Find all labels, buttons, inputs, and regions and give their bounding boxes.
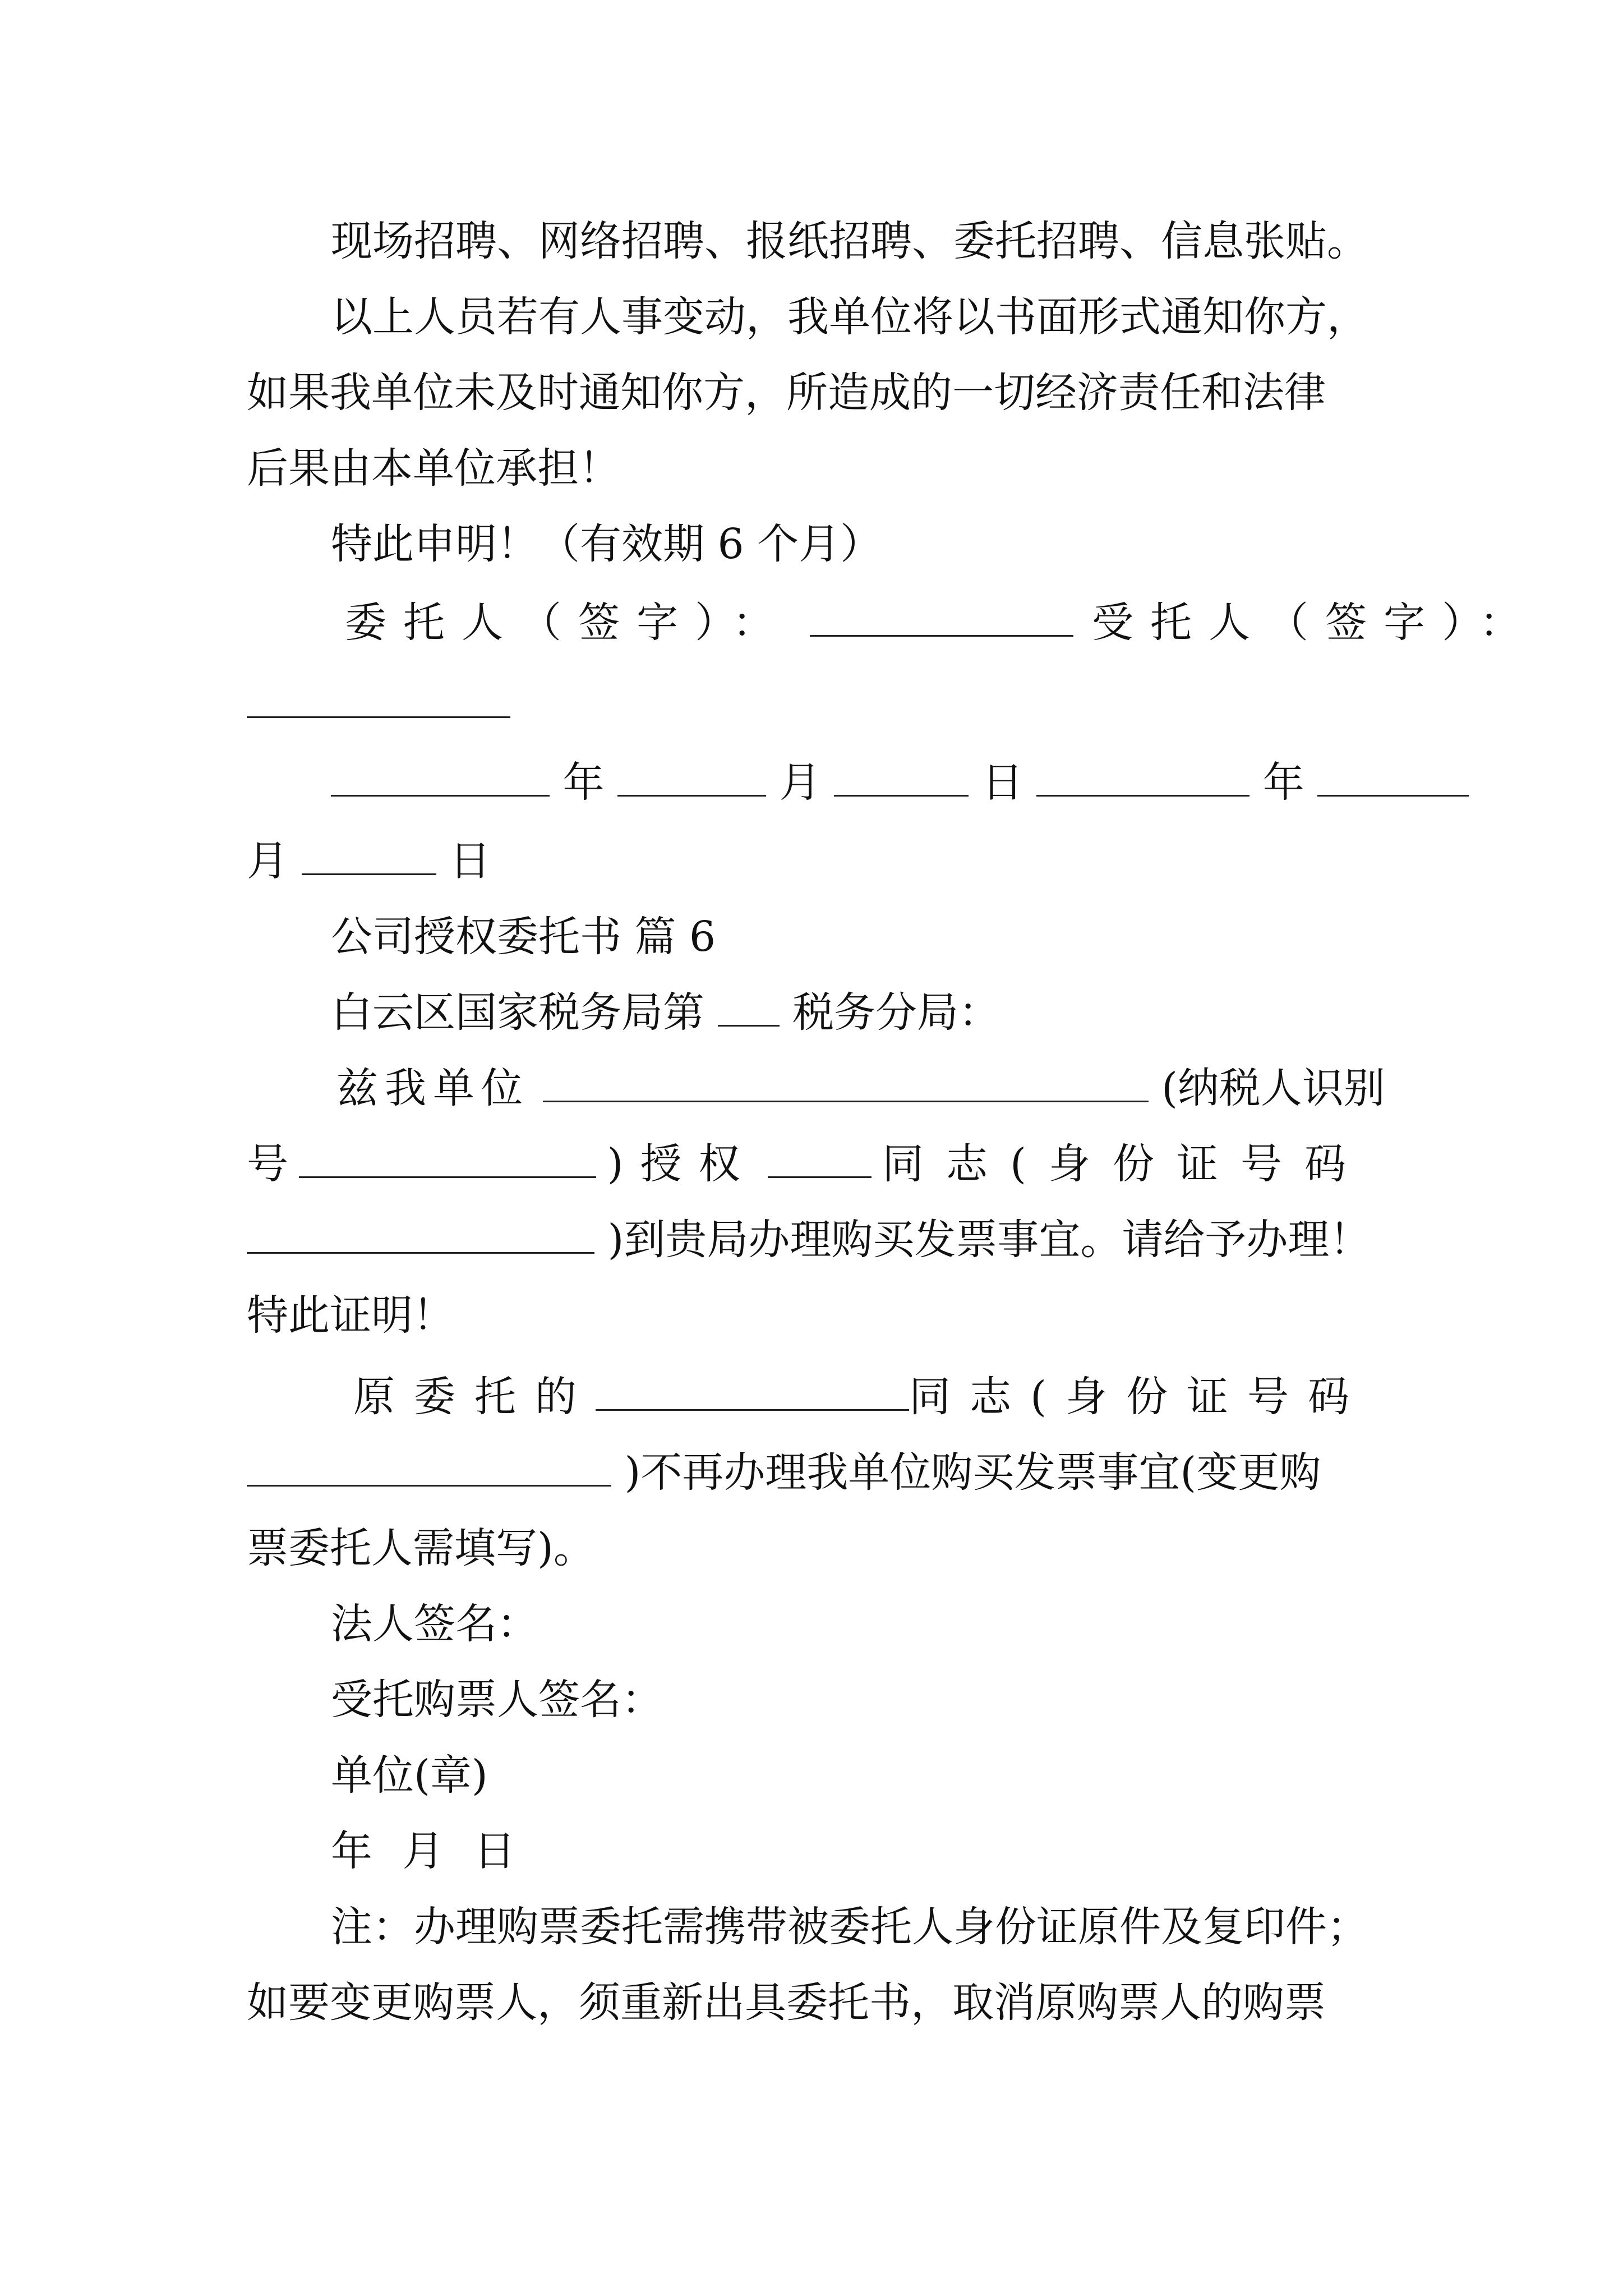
text-taxpayer-id-label: (纳税人识别 (1161, 1064, 1385, 1112)
blank-year-2[interactable] (1036, 749, 1249, 797)
label-day-2: 日 (449, 837, 491, 885)
blank-original-delegate[interactable] (596, 1363, 909, 1411)
blank-unit-name[interactable] (543, 1055, 1149, 1102)
text-note-1: 注：办理购票委托需携带被委托人身份证原件及复印件； (331, 1903, 1368, 1951)
blank-delegatee-signature[interactable] (247, 670, 510, 718)
date-row (0, 749, 1623, 816)
text-addressee-suffix: 税务分局： (792, 988, 1000, 1037)
body-line-4 (0, 1282, 1623, 1349)
legal-signature-line (0, 1590, 1623, 1658)
text-change-notice-1: 以上人员若有人事变动，我单位将以书面形式通知你方， (331, 293, 1368, 341)
label-unit-seal: 单位(章) (331, 1751, 488, 1800)
text-purchase-request: )到贵局办理购买发票事宜。请给予办理！ (607, 1216, 1371, 1264)
text-our-unit: 兹我单位 (336, 1064, 529, 1112)
text-section-heading: 公司授权委托书 篇 6 (331, 913, 716, 961)
body-line-3 (0, 1206, 1623, 1273)
label-month-2: 月 (247, 837, 288, 885)
text-comrade-id-label-2: 同志(身份证号码 (909, 1373, 1368, 1421)
label-delegator-signature: 委托人（签字）： (345, 599, 791, 647)
blank-delegator-signature[interactable] (810, 589, 1073, 637)
note-line-2 (0, 1969, 1623, 2036)
blank-day-1[interactable] (834, 749, 969, 797)
body-line-2 (247, 1130, 1368, 1198)
addressee-line (0, 979, 1623, 1046)
blank-authorized-person[interactable] (768, 1130, 872, 1178)
unit-seal-line (0, 1742, 1623, 1809)
body-line-1 (0, 1055, 1623, 1122)
blank-branch-number[interactable] (718, 979, 780, 1027)
text-authorize: )授权 (607, 1140, 757, 1188)
label-year-1: 年 (562, 758, 605, 807)
body-line-5 (353, 1363, 1368, 1430)
text-note-2: 如要变更购票人，须重新出具委托书，取消原购票人的购票 (247, 1978, 1326, 2027)
blank-month-2-start[interactable] (1317, 749, 1469, 797)
text-declaration: 特此申明！（有效期 6 个月） (331, 520, 882, 568)
text-change-notice-2: 如果我单位未及时通知你方，所造成的一切经济责任和法律 (247, 369, 1326, 417)
label-legal-representative-signature: 法人签名： (331, 1600, 538, 1648)
paragraph-change-notice-3 (0, 435, 1623, 502)
label-month-1: 月 (779, 758, 821, 807)
text-id-number-label: 号 (247, 1140, 288, 1188)
label-delegatee-signature: 受托人（签字）： (1092, 599, 1538, 647)
text-change-note: 票委托人需填写)。 (247, 1524, 595, 1572)
text-no-longer-purchase: )不再办理我单位购买发票事宜(变更购 (624, 1448, 1321, 1497)
section-heading (0, 903, 1623, 970)
paragraph-change-notice-1 (0, 283, 1623, 351)
buyer-signature-line (0, 1666, 1623, 1733)
blank-year-1[interactable] (331, 749, 550, 797)
body-line-7 (0, 1515, 1623, 1582)
paragraph-change-notice-2 (0, 359, 1623, 426)
signature-row (0, 589, 1623, 656)
text-recruit-methods: 现场招聘、网络招聘、报纸招聘、委托招聘、信息张贴。 (331, 217, 1368, 265)
text-comrade-id-label: 同志(身份证号码 (882, 1140, 1368, 1188)
text-addressee-prefix: 白云区国家税务局第 (331, 988, 704, 1037)
blank-original-id-number[interactable] (247, 1439, 611, 1487)
blank-month-1[interactable] (617, 749, 766, 797)
signature-row-continued (0, 670, 1623, 738)
label-final-date: 年 月 日 (331, 1827, 516, 1875)
blank-day-2[interactable] (302, 827, 436, 875)
text-change-notice-3: 后果由本单位承担！ (247, 444, 620, 493)
label-year-2: 年 (1262, 758, 1304, 807)
paragraph-recruit-methods (0, 208, 1623, 275)
label-buyer-signature: 受托购票人签名： (331, 1676, 663, 1724)
date-row-continued (0, 827, 1623, 895)
blank-authorized-id-number[interactable] (247, 1206, 594, 1254)
final-date-line (0, 1818, 1623, 1885)
text-original-delegate: 原委托的 (353, 1373, 596, 1421)
blank-taxpayer-id[interactable] (299, 1130, 596, 1178)
label-day-1: 日 (981, 758, 1023, 807)
text-certify: 特此证明！ (247, 1291, 454, 1340)
body-line-6 (0, 1439, 1623, 1506)
paragraph-declaration (0, 510, 1623, 578)
note-line-1 (0, 1893, 1623, 1961)
